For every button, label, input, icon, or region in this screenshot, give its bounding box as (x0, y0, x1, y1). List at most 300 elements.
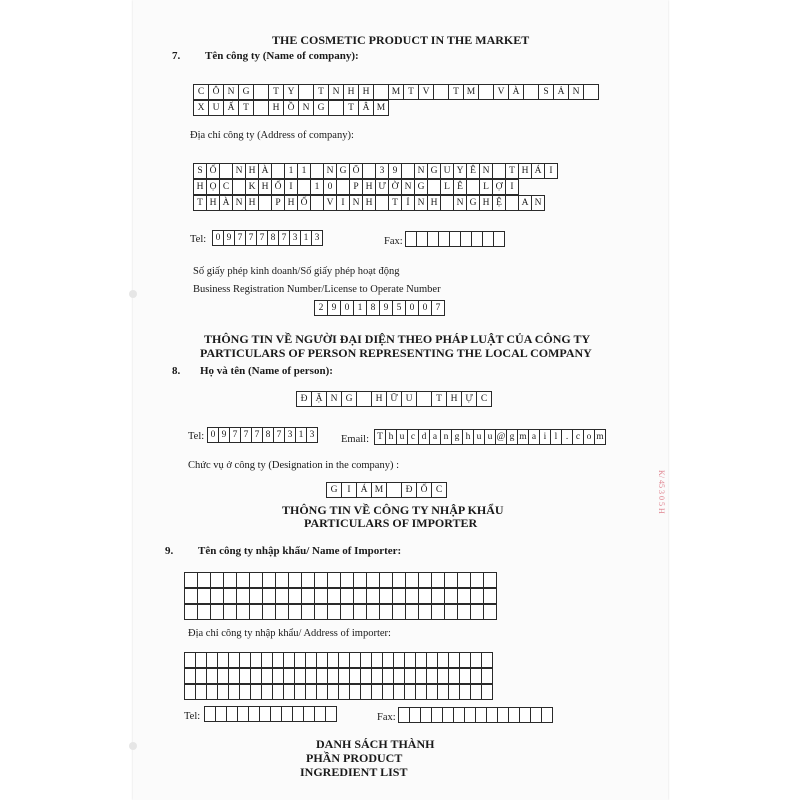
char-box[interactable]: Á (356, 482, 372, 498)
char-box[interactable] (523, 84, 539, 100)
char-box[interactable] (375, 195, 389, 211)
char-box[interactable] (418, 588, 432, 604)
char-box[interactable] (249, 588, 263, 604)
char-box[interactable]: S (193, 163, 207, 179)
char-box[interactable] (466, 179, 480, 195)
char-box[interactable] (197, 588, 211, 604)
char-box[interactable]: m (594, 429, 606, 445)
char-box[interactable]: I (284, 179, 298, 195)
char-box[interactable]: u (396, 429, 408, 445)
char-box[interactable]: N (323, 163, 337, 179)
char-box[interactable]: 9 (327, 300, 341, 316)
char-box[interactable]: N (223, 84, 239, 100)
char-box[interactable]: i (539, 429, 551, 445)
char-box[interactable] (275, 604, 289, 620)
char-box[interactable]: H (245, 163, 259, 179)
char-box[interactable] (327, 588, 341, 604)
char-box[interactable]: Đ (401, 482, 417, 498)
char-box[interactable]: T (505, 163, 519, 179)
char-box[interactable] (288, 588, 302, 604)
char-box[interactable]: H (268, 100, 284, 116)
char-box[interactable]: H (371, 391, 387, 407)
char-box[interactable]: 7 (229, 427, 241, 443)
char-box[interactable]: K (245, 179, 259, 195)
char-box[interactable]: o (583, 429, 595, 445)
address-line-1[interactable] (193, 163, 557, 179)
char-box[interactable] (418, 572, 432, 588)
char-box[interactable]: 7 (234, 230, 246, 246)
char-box[interactable] (340, 572, 354, 588)
char-box[interactable]: H (206, 195, 220, 211)
char-box[interactable]: c (407, 429, 419, 445)
char-box[interactable]: P (271, 195, 285, 211)
char-box[interactable] (478, 84, 494, 100)
char-box[interactable]: L (479, 179, 493, 195)
char-box[interactable]: Ấ (223, 100, 239, 116)
char-box[interactable] (431, 588, 445, 604)
char-box[interactable]: G (313, 100, 329, 116)
importer-heading-vn: THÔNG TIN VỀ CÔNG TY NHẬP KHẨU (282, 503, 504, 517)
char-box[interactable] (427, 179, 441, 195)
char-box[interactable] (481, 684, 493, 700)
char-box[interactable]: C (193, 84, 209, 100)
char-box[interactable]: l (550, 429, 562, 445)
char-box[interactable]: H (245, 195, 259, 211)
char-box[interactable]: Đ (296, 391, 312, 407)
char-box[interactable] (444, 604, 458, 620)
char-box[interactable] (210, 572, 224, 588)
char-box[interactable]: U (208, 100, 224, 116)
char-box[interactable] (418, 604, 432, 620)
char-box[interactable] (298, 84, 314, 100)
char-box[interactable]: N (232, 163, 246, 179)
char-box[interactable] (184, 572, 198, 588)
char-box[interactable]: I (544, 163, 558, 179)
address-line-3[interactable] (193, 195, 544, 211)
importer-name-line-3[interactable] (184, 604, 496, 620)
company-name-line-1[interactable] (193, 84, 598, 100)
char-box[interactable]: 1 (300, 230, 312, 246)
char-box[interactable]: 1 (310, 179, 324, 195)
char-box[interactable]: u (473, 429, 485, 445)
char-box[interactable]: N (349, 195, 363, 211)
char-box[interactable] (301, 604, 315, 620)
char-box[interactable]: 1 (297, 163, 311, 179)
char-box[interactable] (210, 588, 224, 604)
char-box[interactable] (405, 604, 419, 620)
char-box[interactable] (310, 163, 324, 179)
char-box[interactable] (271, 163, 285, 179)
char-box[interactable]: N (401, 179, 415, 195)
char-box[interactable] (223, 604, 237, 620)
char-box[interactable]: 0 (405, 300, 419, 316)
char-box[interactable] (481, 652, 493, 668)
company-fax-field[interactable] (405, 231, 504, 247)
char-box[interactable] (210, 604, 224, 620)
char-box[interactable]: T (388, 195, 402, 211)
char-box[interactable]: I (505, 179, 519, 195)
char-box[interactable] (219, 163, 233, 179)
char-box[interactable]: U (440, 163, 454, 179)
char-box[interactable]: G (466, 195, 480, 211)
importer-address-line-3[interactable] (184, 684, 492, 700)
char-box[interactable]: G (336, 163, 350, 179)
char-box[interactable] (340, 588, 354, 604)
char-box[interactable] (314, 572, 328, 588)
char-box[interactable]: Ỉ (401, 195, 415, 211)
char-box[interactable]: T (431, 391, 447, 407)
char-box[interactable]: N (453, 195, 467, 211)
char-box[interactable] (366, 604, 380, 620)
char-box[interactable]: H (446, 391, 462, 407)
char-box[interactable] (379, 572, 393, 588)
char-box[interactable] (336, 179, 350, 195)
tel-label: Tel: (184, 711, 201, 722)
char-box[interactable]: 3 (306, 427, 318, 443)
char-box[interactable] (431, 604, 445, 620)
char-box[interactable]: Y (453, 163, 467, 179)
char-box[interactable] (505, 195, 519, 211)
char-box[interactable]: 0 (323, 179, 337, 195)
char-box[interactable]: 0 (207, 427, 219, 443)
char-box[interactable]: H (362, 195, 376, 211)
char-box[interactable]: G (427, 163, 441, 179)
char-box[interactable] (184, 604, 198, 620)
char-box[interactable] (356, 391, 372, 407)
char-box[interactable]: T (238, 100, 254, 116)
char-box[interactable]: V (323, 195, 337, 211)
char-box[interactable] (470, 604, 484, 620)
char-box[interactable] (253, 84, 269, 100)
char-box[interactable] (197, 604, 211, 620)
char-box[interactable]: 3 (284, 427, 296, 443)
char-box[interactable] (470, 572, 484, 588)
char-box[interactable] (275, 572, 289, 588)
char-box[interactable]: P (349, 179, 363, 195)
section-number: 9. (165, 545, 174, 557)
char-box[interactable]: Á (531, 163, 545, 179)
char-box[interactable] (416, 391, 432, 407)
char-box[interactable]: H (258, 179, 272, 195)
char-box[interactable]: 9 (223, 230, 235, 246)
char-box[interactable] (457, 604, 471, 620)
char-box[interactable]: Ự (461, 391, 477, 407)
char-box[interactable] (288, 572, 302, 588)
char-box[interactable]: 1 (284, 163, 298, 179)
char-box[interactable]: 8 (262, 427, 274, 443)
char-box[interactable]: g (451, 429, 463, 445)
char-box[interactable] (325, 706, 337, 722)
char-box[interactable]: H (343, 84, 359, 100)
char-box[interactable] (249, 572, 263, 588)
company-name-label: Tên công ty (Name of company): (205, 50, 359, 62)
char-box[interactable]: Ọ (206, 179, 220, 195)
char-box[interactable]: T (268, 84, 284, 100)
char-box[interactable]: À (219, 195, 233, 211)
char-box[interactable]: N (479, 163, 493, 179)
char-box[interactable]: I (341, 482, 357, 498)
char-box[interactable] (541, 707, 553, 723)
char-box[interactable]: X (193, 100, 209, 116)
char-box[interactable] (249, 604, 263, 620)
char-box[interactable] (236, 572, 250, 588)
char-box[interactable]: H (479, 195, 493, 211)
person-email-field[interactable] (374, 429, 605, 445)
char-box[interactable] (275, 588, 289, 604)
char-box[interactable]: T (448, 84, 464, 100)
char-box[interactable] (366, 572, 380, 588)
char-box[interactable] (310, 195, 324, 211)
char-box[interactable]: 7 (273, 427, 285, 443)
char-box[interactable]: . (561, 429, 573, 445)
importer-name-line-2[interactable] (184, 588, 496, 604)
char-box[interactable]: Ư (375, 179, 389, 195)
person-tel-field[interactable] (207, 427, 317, 443)
char-box[interactable]: u (484, 429, 496, 445)
char-box[interactable]: Ố (206, 163, 220, 179)
char-box[interactable] (353, 588, 367, 604)
char-box[interactable]: T (193, 195, 207, 211)
char-box[interactable] (184, 588, 198, 604)
char-box[interactable]: 7 (245, 230, 257, 246)
char-box[interactable]: Ô (208, 84, 224, 100)
char-box[interactable]: h (385, 429, 397, 445)
char-box[interactable]: d (418, 429, 430, 445)
char-box[interactable] (492, 163, 506, 179)
char-box[interactable]: G (341, 391, 357, 407)
char-box[interactable]: M (388, 84, 404, 100)
char-box[interactable] (392, 588, 406, 604)
char-box[interactable]: M (371, 482, 387, 498)
char-box[interactable]: Y (283, 84, 299, 100)
char-box[interactable]: Ữ (386, 391, 402, 407)
char-box[interactable]: 3 (311, 230, 323, 246)
license-number-field[interactable] (314, 300, 444, 316)
char-box[interactable]: 7 (278, 230, 290, 246)
char-box[interactable]: T (343, 100, 359, 116)
char-box[interactable]: M (463, 84, 479, 100)
char-box[interactable] (392, 604, 406, 620)
char-box[interactable]: N (568, 84, 584, 100)
char-box[interactable]: À (258, 163, 272, 179)
char-box[interactable] (262, 572, 276, 588)
char-box[interactable] (301, 572, 315, 588)
char-box[interactable]: 5 (392, 300, 406, 316)
char-box[interactable] (483, 572, 497, 588)
char-box[interactable]: m (517, 429, 529, 445)
char-box[interactable]: H (427, 195, 441, 211)
char-box[interactable] (301, 588, 315, 604)
punch-hole (129, 742, 137, 750)
char-box[interactable] (262, 604, 276, 620)
person-name-field[interactable] (296, 391, 491, 407)
char-box[interactable]: Ê (466, 163, 480, 179)
red-stamp: K/ 45 3 0 5 H (657, 470, 666, 514)
char-box[interactable]: 7 (256, 230, 268, 246)
char-box[interactable] (444, 572, 458, 588)
char-box[interactable] (288, 604, 302, 620)
char-box[interactable] (493, 231, 505, 247)
char-box[interactable]: A (518, 195, 532, 211)
char-box[interactable]: 9 (218, 427, 230, 443)
char-box[interactable] (583, 84, 599, 100)
char-box[interactable] (386, 482, 402, 498)
char-box[interactable]: n (440, 429, 452, 445)
char-box[interactable]: V (418, 84, 434, 100)
company-name-line-2[interactable] (193, 100, 388, 116)
char-box[interactable]: À (508, 84, 524, 100)
char-box[interactable]: 8 (267, 230, 279, 246)
char-box[interactable]: 9 (379, 300, 393, 316)
char-box[interactable] (483, 588, 497, 604)
char-box[interactable]: C (431, 482, 447, 498)
char-box[interactable]: c (572, 429, 584, 445)
char-box[interactable]: Ả (553, 84, 569, 100)
designation-field[interactable] (326, 482, 446, 498)
char-box[interactable]: Ệ (492, 195, 506, 211)
char-box[interactable] (314, 604, 328, 620)
char-box[interactable]: N (328, 84, 344, 100)
char-box[interactable]: 8 (366, 300, 380, 316)
char-box[interactable]: 9 (388, 163, 402, 179)
char-box[interactable]: 0 (212, 230, 224, 246)
char-box[interactable]: I (336, 195, 350, 211)
char-box[interactable]: U (401, 391, 417, 407)
char-box[interactable]: Ợ (492, 179, 506, 195)
char-box[interactable]: 1 (295, 427, 307, 443)
char-box[interactable]: C (476, 391, 492, 407)
char-box[interactable] (440, 195, 454, 211)
char-box[interactable]: Ặ (311, 391, 327, 407)
char-box[interactable] (353, 604, 367, 620)
char-box[interactable]: H (358, 84, 374, 100)
importer-fax-field[interactable] (398, 707, 552, 723)
char-box[interactable] (327, 572, 341, 588)
char-box[interactable]: h (462, 429, 474, 445)
char-box[interactable]: g (506, 429, 518, 445)
char-box[interactable] (379, 604, 393, 620)
char-box[interactable] (373, 84, 389, 100)
char-box[interactable]: 3 (289, 230, 301, 246)
char-box[interactable]: N (298, 100, 314, 116)
char-box[interactable]: N (326, 391, 342, 407)
char-box[interactable] (223, 572, 237, 588)
char-box[interactable]: a (528, 429, 540, 445)
char-box[interactable]: Ờ (388, 179, 402, 195)
char-box[interactable] (470, 588, 484, 604)
char-box[interactable]: Ồ (283, 100, 299, 116)
char-box[interactable] (444, 588, 458, 604)
ingredient-heading-line-2: PHẦN PRODUCT (306, 751, 403, 765)
char-box[interactable] (431, 572, 445, 588)
char-box[interactable]: 2 (314, 300, 328, 316)
char-box[interactable] (297, 179, 311, 195)
char-box[interactable]: a (429, 429, 441, 445)
char-box[interactable]: H (284, 195, 298, 211)
char-box[interactable]: N (414, 195, 428, 211)
char-box[interactable]: @ (495, 429, 507, 445)
char-box[interactable]: N (531, 195, 545, 211)
importer-name-label: Tên công ty nhập khẩu/ Name of Importer: (198, 545, 402, 557)
char-box[interactable]: C (219, 179, 233, 195)
char-box[interactable]: G (326, 482, 342, 498)
char-box[interactable]: G (238, 84, 254, 100)
char-box[interactable]: 7 (431, 300, 445, 316)
char-box[interactable] (340, 604, 354, 620)
importer-address-line-2[interactable] (184, 668, 492, 684)
company-tel-field[interactable] (212, 230, 322, 246)
char-box[interactable] (405, 572, 419, 588)
char-box[interactable]: Ê (453, 179, 467, 195)
char-box[interactable]: H (362, 179, 376, 195)
char-box[interactable]: S (538, 84, 554, 100)
importer-address-line-1[interactable] (184, 652, 492, 668)
char-box[interactable] (433, 84, 449, 100)
address-line-2[interactable] (193, 179, 518, 195)
char-box[interactable] (262, 588, 276, 604)
char-box[interactable] (457, 588, 471, 604)
char-box[interactable]: Õ (349, 163, 363, 179)
char-box[interactable] (405, 588, 419, 604)
fax-label: Fax: (377, 712, 396, 723)
char-box[interactable]: 0 (340, 300, 354, 316)
char-box[interactable] (258, 195, 272, 211)
char-box[interactable]: V (493, 84, 509, 100)
char-box[interactable]: 3 (375, 163, 389, 179)
char-box[interactable]: H (193, 179, 207, 195)
char-box[interactable]: Ố (271, 179, 285, 195)
char-box[interactable]: M (373, 100, 389, 116)
char-box[interactable] (236, 604, 250, 620)
char-box[interactable] (328, 100, 344, 116)
char-box[interactable]: 0 (418, 300, 432, 316)
char-box[interactable]: T (313, 84, 329, 100)
char-box[interactable] (401, 163, 415, 179)
char-box[interactable] (327, 604, 341, 620)
importer-tel-field[interactable] (204, 706, 336, 722)
char-box[interactable] (366, 588, 380, 604)
char-box[interactable]: 7 (251, 427, 263, 443)
tel-label: Tel: (190, 234, 207, 245)
char-box[interactable]: Ố (416, 482, 432, 498)
char-box[interactable] (483, 604, 497, 620)
char-box[interactable] (314, 588, 328, 604)
char-box[interactable] (353, 572, 367, 588)
char-box[interactable]: H (518, 163, 532, 179)
char-box[interactable] (379, 588, 393, 604)
char-box[interactable] (232, 179, 246, 195)
char-box[interactable]: 1 (353, 300, 367, 316)
char-box[interactable] (197, 572, 211, 588)
char-box[interactable] (481, 668, 493, 684)
char-box[interactable]: T (374, 429, 386, 445)
char-box[interactable]: Â (358, 100, 374, 116)
char-box[interactable]: 7 (240, 427, 252, 443)
char-box[interactable]: Ố (297, 195, 311, 211)
char-box[interactable]: N (232, 195, 246, 211)
char-box[interactable] (392, 572, 406, 588)
char-box[interactable]: N (414, 163, 428, 179)
char-box[interactable] (236, 588, 250, 604)
char-box[interactable]: G (414, 179, 428, 195)
char-box[interactable]: T (403, 84, 419, 100)
char-box[interactable] (457, 572, 471, 588)
char-box[interactable]: L (440, 179, 454, 195)
importer-name-line-1[interactable] (184, 572, 496, 588)
char-box[interactable] (253, 100, 269, 116)
char-box[interactable] (223, 588, 237, 604)
char-box[interactable] (362, 163, 376, 179)
